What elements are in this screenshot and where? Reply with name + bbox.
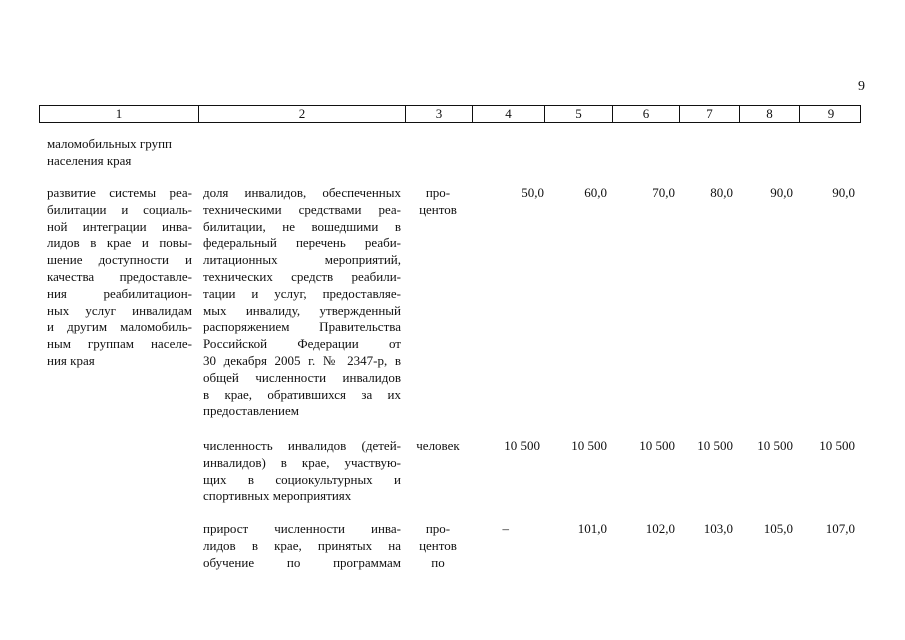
goal-continuation-line: маломобильных групп xyxy=(47,136,172,151)
value-cell: 90,0 xyxy=(770,185,793,200)
header-col-4: 4 xyxy=(473,106,545,122)
goal-line: ния реабилитацион- xyxy=(47,285,192,301)
unit-2 xyxy=(408,438,468,455)
indicator-line: 30 декабря 2005 г. № 2347-р, в xyxy=(203,352,401,368)
goal-line: ным группам населе- xyxy=(47,336,192,352)
indicator-2 xyxy=(203,438,401,505)
indicator-line: технических средств реабили- xyxy=(203,268,401,284)
unit-1 xyxy=(408,185,468,219)
table-header-row xyxy=(39,105,861,123)
unit-line: про- xyxy=(425,185,451,200)
indicator-line: Российской Федерации от xyxy=(203,336,401,352)
value-cell: 10 500 xyxy=(504,438,540,453)
goal-text xyxy=(47,185,192,370)
goal-line: лидов в крае и повы- xyxy=(47,235,192,251)
indicator-line: федеральный перечень реаби- xyxy=(203,235,401,251)
value-cell: 107,0 xyxy=(825,521,855,536)
indicator-line: инвалидов) в крае, участвую- xyxy=(203,454,401,470)
indicator-line: численность инвалидов (детей- xyxy=(203,438,401,453)
goal-line: ной интеграции инва- xyxy=(47,218,192,234)
indicator-line: техническими средствами реа- xyxy=(203,201,401,217)
value-cell: – xyxy=(502,521,509,536)
header-col-7: 7 xyxy=(680,106,740,122)
value-cell: 90,0 xyxy=(832,185,855,200)
value-cell: 10 500 xyxy=(697,438,733,453)
indicator-line: предоставлением xyxy=(203,403,300,419)
goal-continuation xyxy=(47,136,197,170)
indicator-line: в крае, обратившихся за их xyxy=(203,386,401,402)
value-cell: 70,0 xyxy=(652,185,675,200)
indicator-line: лидов в крае, принятых на xyxy=(203,537,401,553)
indicator-line: мых инвалиду, утвержденный xyxy=(203,302,401,318)
unit-3 xyxy=(408,521,468,571)
indicator-line: билитации, не вошедшими в xyxy=(203,218,401,234)
value-cell: 102,0 xyxy=(645,521,675,536)
indicator-line: спортивных мероприятиях xyxy=(203,488,352,504)
unit-line: по xyxy=(431,554,445,570)
goal-line: ния края xyxy=(47,352,95,368)
goal-line: шение доступности и xyxy=(47,252,192,268)
header-col-5: 5 xyxy=(545,106,613,122)
goal-line: качества предоставле- xyxy=(47,268,192,284)
unit-line: центов xyxy=(419,201,457,217)
unit-line: человек xyxy=(416,438,460,453)
goal-line: развитие системы реа- xyxy=(47,185,192,200)
header-col-6: 6 xyxy=(613,106,680,122)
value-cell: 60,0 xyxy=(584,185,607,200)
header-col-8: 8 xyxy=(740,106,800,122)
goal-line: ных услуг инвалидам xyxy=(47,302,192,318)
indicator-line: доля инвалидов, обеспеченных xyxy=(203,185,401,200)
value-cell: 10 500 xyxy=(819,438,855,453)
goal-line: и другим маломобиль- xyxy=(47,319,192,335)
indicator-line: тации и услуг, предоставляе- xyxy=(203,285,401,301)
value-cell: 10 500 xyxy=(639,438,675,453)
indicator-line: обучение по программам xyxy=(203,554,401,570)
indicator-3 xyxy=(203,521,401,571)
header-col-1: 1 xyxy=(40,106,199,122)
value-cell: 105,0 xyxy=(763,521,793,536)
indicator-line: прирост численности инва- xyxy=(203,521,401,536)
value-cell: 10 500 xyxy=(757,438,793,453)
header-col-2: 2 xyxy=(199,106,406,122)
indicator-line: литационных мероприятий, xyxy=(203,252,401,268)
indicator-line: общей численности инвалидов xyxy=(203,369,401,385)
unit-line: центов xyxy=(419,537,457,553)
indicator-1 xyxy=(203,185,401,420)
value-cell: 101,0 xyxy=(577,521,607,536)
goal-line: билитации и социаль- xyxy=(47,201,192,217)
indicator-line: распоряжением Правительства xyxy=(203,319,401,335)
unit-line: про- xyxy=(425,521,451,536)
value-cell: 103,0 xyxy=(703,521,733,536)
header-col-9: 9 xyxy=(827,106,835,121)
page-number: 9 xyxy=(858,79,865,94)
indicator-line: щих в социокультурных и xyxy=(203,471,401,487)
value-cell: 80,0 xyxy=(710,185,733,200)
value-cell: 10 500 xyxy=(571,438,607,453)
header-col-3: 3 xyxy=(406,106,473,122)
goal-continuation-line: населения края xyxy=(47,152,132,168)
value-cell: 50,0 xyxy=(521,185,544,200)
